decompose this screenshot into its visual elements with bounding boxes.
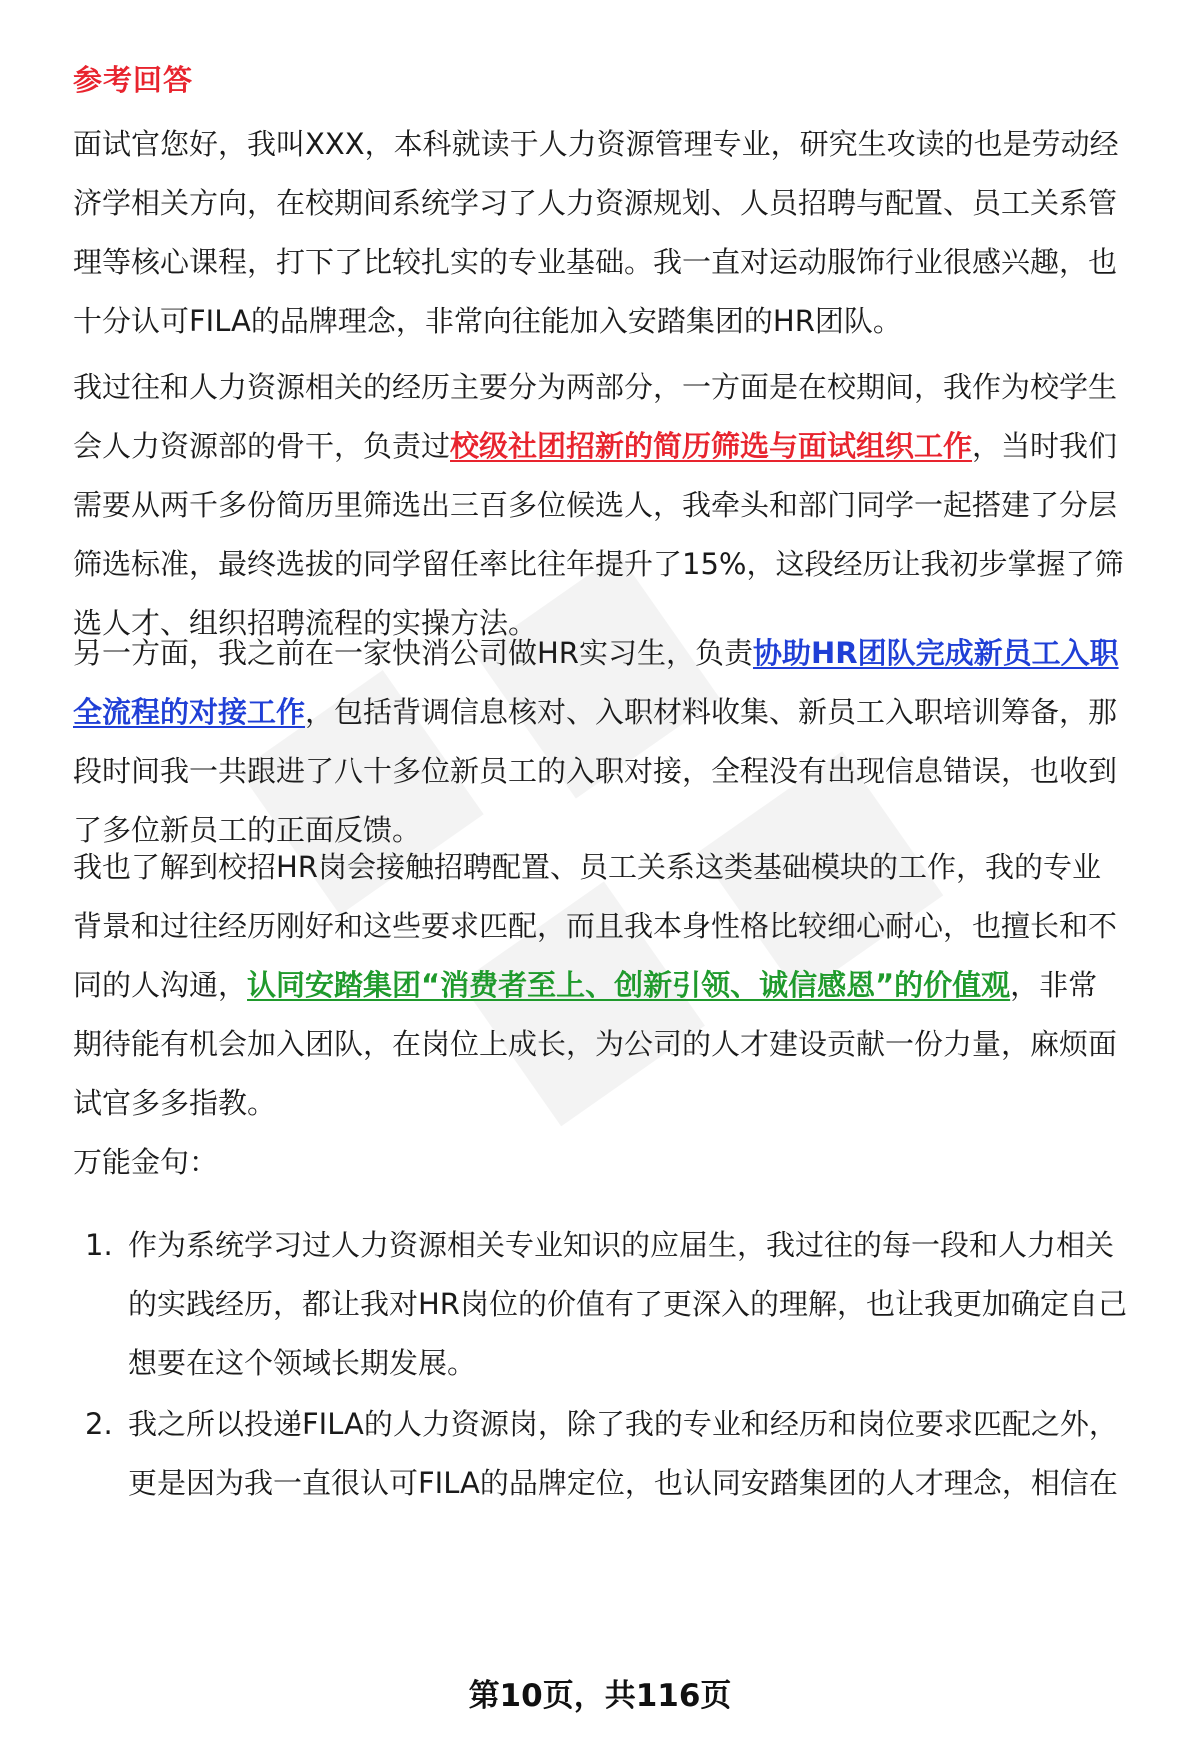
text-line: 十分认可FILA的品牌理念，非常向往能加入安踏集团的HR团队。: [73, 304, 902, 338]
text-line: 了多位新员工的正面反馈。: [73, 813, 422, 847]
text-line: [73, 624, 1145, 683]
text-span: ，当时我们: [972, 429, 1118, 463]
text-line: 作为系统学习过人力资源相关专业知识的应届生，我过往的每一段和人力相关: [128, 1228, 1115, 1262]
text-line: 面试官您好，我叫XXX，本科就读于人力资源管理专业，研究生攻读的也是劳动经: [73, 127, 1119, 161]
text-line: [73, 683, 1145, 742]
text-line: 背景和过往经历刚好和这些要求匹配，而且我本身性格比较细心耐心，也擅长和不: [73, 909, 1118, 943]
text-span: ，非常: [1010, 968, 1098, 1002]
golden-sentences-label-block: [73, 1133, 1145, 1192]
list-number: 2.: [85, 1407, 113, 1441]
text-line: 我之所以投递FILA的人力资源岗，除了我的专业和经历和岗位要求匹配之外，: [128, 1407, 1118, 1441]
golden-sentences-list: [73, 1216, 1163, 1513]
text-line: [73, 417, 1145, 476]
golden-sentences-label: 万能金句：: [73, 1145, 219, 1179]
text-line: 筛选标准，最终选拔的同学留任率比往年提升了15%，这段经历让我初步掌握了筛: [73, 547, 1124, 581]
text-line: 段时间我一共跟进了八十多位新员工的入职对接，全程没有出现信息错误，也收到: [73, 754, 1118, 788]
highlight-red: 校级社团招新的简历筛选与面试组织工作: [450, 429, 973, 463]
list-item: [73, 1395, 1163, 1513]
highlight-blue: 全流程的对接工作: [73, 695, 306, 729]
text-line: 试官多多指教。: [73, 1086, 277, 1120]
section-heading: 参考回答: [73, 63, 194, 97]
text-span: 另一方面，我之前在一家快消公司做HR实习生，负责: [73, 636, 753, 670]
experience-paragraph-1: [73, 358, 1145, 653]
text-span: 会人力资源部的骨干，负责过: [73, 429, 451, 463]
text-line: 更是因为我一直很认可FILA的品牌定位，也认同安踏集团的人才理念，相信在: [128, 1466, 1118, 1500]
intro-paragraph: [73, 115, 1145, 351]
text-line: 济学相关方向，在校期间系统学习了人力资源规划、人员招聘与配置、员工关系管: [73, 186, 1118, 220]
text-line: 需要从两千多份简历里筛选出三百多位候选人，我牵头和部门同学一起搭建了分层: [73, 488, 1118, 522]
text-line: 期待能有机会加入团队，在岗位上成长，为公司的人才建设贡献一份力量，麻烦面: [73, 1027, 1118, 1061]
text-line: 选人才、组织招聘流程的实操方法。: [73, 606, 538, 640]
text-line: 想要在这个领域长期发展。: [128, 1346, 477, 1380]
highlight-green: 认同安踏集团“消费者至上、创新引领、诚信感恩”的价值观: [247, 968, 1011, 1002]
text-line: [73, 956, 1145, 1015]
list-number: 1.: [85, 1228, 113, 1262]
page-number-footer: 第10页，共116页: [468, 1678, 732, 1714]
text-span: ，包括背调信息核对、入职材料收集、新员工入职培训筹备，那: [305, 695, 1118, 729]
experience-paragraph-3: [73, 838, 1145, 1133]
list-item: [73, 1216, 1163, 1393]
text-line: 我过往和人力资源相关的经历主要分为两部分，一方面是在校期间，我作为校学生: [73, 370, 1118, 404]
experience-paragraph-2: [73, 624, 1145, 860]
text-line: 我也了解到校招HR岗会接触招聘配置、员工关系这类基础模块的工作，我的专业: [73, 850, 1101, 884]
text-span: 同的人沟通，: [73, 968, 248, 1002]
text-line: 理等核心课程，打下了比较扎实的专业基础。我一直对运动服饰行业很感兴趣，也: [73, 245, 1118, 279]
highlight-blue: 协助HR团队完成新员工入职: [752, 636, 1119, 670]
text-line: 的实践经历，都让我对HR岗位的价值有了更深入的理解，也让我更加确定自己: [128, 1287, 1127, 1321]
